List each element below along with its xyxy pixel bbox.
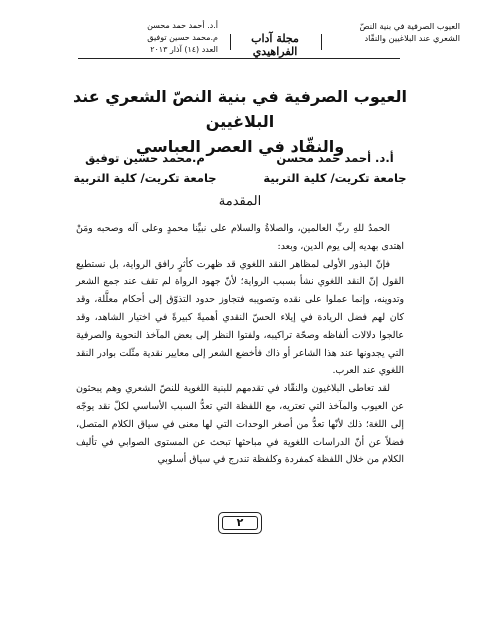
paragraph-1: الحمدُ للهِ ربِّ العالمين، والصلاةُ والسلام على نبيِّنا محمدٍ وعلى آله وصحبه ومَنْ اهتدى بهديه إلى يوم الدين، وبعد: — [76, 223, 404, 252]
header-title-line-1: العيوب الصرفية في بنية النصّ — [359, 21, 460, 31]
article-title-line-1: العيوب الصرفية في بنية النصّ الشعري عند البلاغيين — [73, 87, 407, 131]
page-number: ٢ — [236, 516, 244, 529]
running-header-title — [310, 20, 460, 44]
running-header-authors — [108, 20, 218, 56]
author-2-affiliation: جامعة تكريت/ كلية التربية — [73, 171, 217, 185]
header-divider — [78, 58, 400, 59]
header-author-1: أ.د. أحمد حمد محسن — [147, 21, 218, 30]
header-title-line-2: الشعري عند البلاغيين والنقّاد — [364, 33, 460, 43]
journal-name: مجلة آداب الفراهيدي — [251, 32, 299, 58]
paragraph-2: فإنّ البذور الأولى لمظاهر النقد اللغوي قد ظهرت كأثرٍ رافق الرواية، بل نستطيع القول إنّ النقد اللغوي نشأ بسبب الرواية؛ لأنّ جهود الرواة لم تقف عند جمع الشعر وتدوينه، وإنما عملوا على نقده وتصويبه فتجاوز حدود التذوّق إلى أحكام معلَّلة، وقد كان لهم فضل الريادة في إيلاء الحسّ النقدي أهميةً كبيرةً في اختيار الشاهد، وقد عالجوا دلالات ألفاظه وصحّة تراكيبه، ولفتوا النظر إلى بعض المآخذ النحوية والصرفية التي يجدونها عند هذا الشاعر أو ذاك فأخضع الشعر إلى معايير نقدية مثّلت بوادر النقد اللغوي عند العرب. — [76, 258, 404, 377]
author-2 — [60, 148, 230, 188]
page-number-box — [218, 512, 262, 534]
header-issue: العدد (١٤) آذار ٢٠١٣ — [150, 45, 218, 54]
article-title-line-2: والنقّاد في العصر العباسي — [135, 137, 345, 156]
author-1-name: أ.د. أحمد حمد محسن — [276, 151, 394, 165]
author-1 — [250, 148, 420, 188]
header-author-2: م.محمد حسين توفيق — [147, 33, 218, 42]
body-text — [76, 220, 404, 469]
page-number-inner-frame — [222, 516, 258, 530]
paragraph-3: لقد تعاطى البلاغيون والنقّاد في تقدمهم للبنية اللغوية للنصّ الشعري وهم يبحثون عن العيوب والمآخذ التي تعتريه، مع اللفظة التي تعدُّ السبب الأساسي لكلّ نقد يوجّه إلى اللغة؛ ذلك لأنّها تعدُّ من أصغر الوحدات التي لها معنى في سياق الكلام المتصل، فضلاً عن أنّ الدراسات اللغوية في مباحثها تبحث عن المستوى الصوابي في تأليف الكلام من خلال اللفظة كمفردة وكلفظة تندرج في سياق أسلوبي — [76, 383, 404, 466]
author-1-affiliation: جامعة تكريت/ كلية التربية — [263, 171, 407, 185]
author-2-name: م.محمد حسين توفيق — [85, 151, 205, 165]
section-heading: المقدمة — [218, 194, 262, 209]
